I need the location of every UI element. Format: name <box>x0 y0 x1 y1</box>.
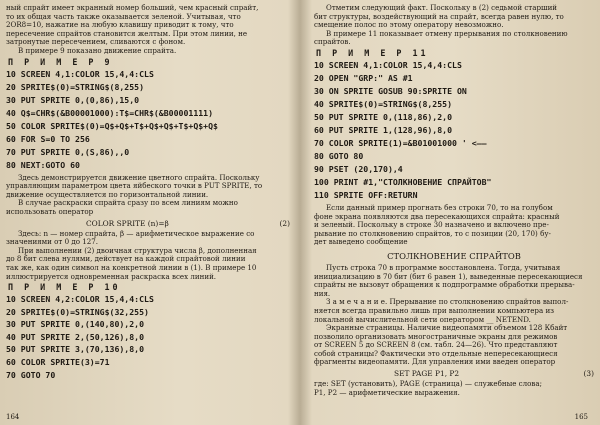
text-line: позволило организовать многостраничные экраны для режимов <box>314 331 558 341</box>
code-line: 90 PSET (20,170),4 <box>314 163 403 174</box>
text-line: Пусть строка 70 в программе восстановлена. Тогда, учитывая <box>326 262 561 272</box>
code-line: 60 COLOR SPRITE(3)=71 <box>6 357 110 368</box>
text-line: от SCREEN 5 до SCREEN 8 (см. табл. 24—26). Что представляют <box>314 340 558 350</box>
example-11-code <box>314 59 594 202</box>
code-line: 10 SCREEN 4,1:COLOR 15,4,4:CLS <box>6 68 154 79</box>
text-line: фрагменты видеопамяти. Для управления ими введен оператор <box>314 357 556 367</box>
code-line: 10 SCREEN 4,2:COLOR 15,4,4:CLS <box>6 294 154 305</box>
text-line: При выполнении (2) двоичная структура числа β, дополненная <box>18 245 257 255</box>
paragraph-stranitsy <box>314 324 594 367</box>
code-line: 80 NEXT:GOTO 60 <box>6 159 80 170</box>
formula-number: (2) <box>279 218 290 228</box>
text-line: локальной вычислительной сети оператором __ NETEND. <box>314 314 531 324</box>
text-line: смещение полос по этому оператору невозможно. <box>314 20 504 30</box>
text-line: инициализацию в 70 бит (бит 6 равен 1), выведенные пересекающиеся <box>314 271 583 281</box>
text-line: иллюстрируется одновременная раскраска всех линий. <box>6 271 217 281</box>
right-page <box>300 0 600 425</box>
page-number: 165 <box>574 413 588 421</box>
code-line: 70 COLOR SPRITE(1)=&B01001000 ' <—— <box>314 137 487 148</box>
example-11-heading: П Р И М Е Р 11 <box>316 47 429 58</box>
code-line: 40 Q$=CHR$(&B00001000):T$=CHR$(&B00001111) <box>6 107 214 118</box>
text-line: бит структуры, воздействующий на спрайт, всегда равен нулю, то <box>314 11 564 21</box>
text-line: няется всегда правильно лишь при выполнении компьютера из <box>314 305 555 315</box>
text-line: до 8 бит слева нулями, действует на каждой спрайтовой линии <box>6 254 246 264</box>
text-line: Отметим следующий факт. Поскольку в (2) седьмой старший <box>326 3 558 12</box>
code-line: 30 PUT SPRITE 0,(140,80),2,0 <box>6 319 145 330</box>
text-line: З а м е ч а н и е. Прерывание по столкновению спрайтов выпол- <box>326 297 569 307</box>
code-line: 60 PUT SPRITE 1,(128,96),8,0 <box>314 124 453 135</box>
text-line: рывание по столкновению спрайтов, то с позиции (20, 170) бу- <box>314 228 551 238</box>
text-line: Экранные страницы. Наличие видеопамяти объемом 128 Кбайт <box>326 323 568 333</box>
text-line: спрайтов. <box>314 37 351 47</box>
code-line: 20 SPRITE$(0)=STRING$(8,255) <box>6 81 145 92</box>
text-line: использовать оператор <box>6 206 94 216</box>
formula-2 <box>6 218 290 229</box>
code-line: 40 SPRITE$(0)=STRING$(8,255) <box>314 98 453 109</box>
text-line: В случае раскраски спрайта сразу по всем линиям можно <box>18 198 238 208</box>
code-line: 50 PUT SPRITE 0,(118,86),2,0 <box>314 111 453 122</box>
example-9-heading: П Р И М Е Р 9 <box>8 56 113 67</box>
code-line: 50 COLOR SPRITE$(0)=Q$+Q$+T$+Q$+Q$+T$+Q$+Q$ <box>6 120 218 131</box>
text-line: собой страницы? Фактически это отдельные непересекающиеся <box>314 348 558 358</box>
text-line: управляющим параметром цвета яйбеского точки в PUT SPRITE, то <box>6 181 263 191</box>
text-line: P1, P2 — арифметические выражения. <box>314 387 460 397</box>
page-number: 164 <box>6 413 20 421</box>
text-line: где: SET (установить), PAGE (страница) — служебные слова; <box>314 379 543 389</box>
text-line: так же, как один символ на конкретной линии в (1). В примере 10 <box>6 262 257 272</box>
text-line: движение осуществляется по горизонтальной линии. <box>6 189 209 199</box>
code-line: 50 PUT SPRITE 3,(70,136),8,0 <box>6 344 145 355</box>
text-line: и зеленый. Поскольку в строке 30 назначено и включено пре- <box>314 220 549 230</box>
formula-text: SET PAGE P1, P2 <box>394 369 460 379</box>
text-line: затронутые пересечением, сливаются с фоном. <box>6 37 186 47</box>
text-line: то их общая часть также оказывается зеленой. Учитывая, что <box>6 11 241 21</box>
code-line: 30 ON SPRITE GOSUB 90:SPRITE ON <box>314 85 467 96</box>
paragraph-after-9 <box>6 174 290 217</box>
paragraph-stroka70 <box>314 264 594 298</box>
code-line: 20 OPEN "GRP:" AS #1 <box>314 72 413 83</box>
code-line: 10 SCREEN 4,1:COLOR 15,4,4:CLS <box>314 59 462 70</box>
text-line: пересечение спрайтов становится желтым. При этом линии, не <box>6 28 248 38</box>
text-line: спрайты не вызовут обращения к подпрограмме обработки прерыва- <box>314 280 575 290</box>
text-line: ный спрайт имеет экранный номер больший, чем красный спрайт, <box>6 3 259 12</box>
text-line: Если данный пример прогнать без строки 70, то на голубом <box>326 202 553 212</box>
code-line: 20 SPRITE$(0)=STRING$(32,255) <box>6 306 149 317</box>
formula-number: (3) <box>583 369 594 379</box>
text-line: Здесь: n — номер спрайта, β — арифметическое выражение со <box>18 228 255 238</box>
paragraph-after-11 <box>314 204 594 247</box>
formula-text: COLOR SPRITE (n)=β <box>86 218 169 228</box>
code-line: 40 PUT SPRITE 2,(50,126),8,0 <box>6 331 145 342</box>
code-line: 110 SPRITE OFF:RETURN <box>314 189 418 200</box>
code-line: 70 GOTO 70 <box>6 369 56 380</box>
paragraph-zamechanie <box>314 298 594 324</box>
code-line: 70 PUT SPRITE 0,(S,86),,0 <box>6 146 130 157</box>
code-line: 60 FOR S=0 TO 256 <box>6 133 90 144</box>
example-10-heading: П Р И М Е Р 10 <box>8 282 121 293</box>
example-9-code <box>6 68 290 172</box>
code-line: 100 PRINT #1,"СТОЛКНОВЕНИЕ СПРАЙТОВ" <box>314 176 492 187</box>
text-line: 2OR8=10, нажатие на любую клавишу приводит к тому, что <box>6 20 234 30</box>
formula-3 <box>314 368 594 379</box>
text-line: фоне экрана появляются два пересекающихся спрайта: красный <box>314 211 560 221</box>
code-line: 80 GOTO 80 <box>314 150 364 161</box>
text-line: ния. <box>314 288 331 298</box>
text-line: значениями от 0 до 127. <box>6 237 99 247</box>
text-line: Здесь демонстрируется движение цветного спрайта. Поскольку <box>18 172 260 182</box>
right-intro <box>314 4 594 47</box>
text-line: В примере 9 показано движение спрайта. <box>18 45 177 55</box>
text-line: дет выведено сообщение <box>314 237 408 247</box>
paragraph-gde-left <box>6 230 290 282</box>
left-intro <box>6 4 290 56</box>
paragraph-gde-right <box>314 380 594 397</box>
code-line: 30 PUT SPRITE 0,(0,86),15,0 <box>6 94 140 105</box>
example-10-code <box>6 293 290 381</box>
text-line: В примере 11 показывает отмену прерывания по столкновению <box>326 28 568 38</box>
section-title: СТОЛКНОВЕНИЕ СПРАЙТОВ <box>387 250 521 261</box>
